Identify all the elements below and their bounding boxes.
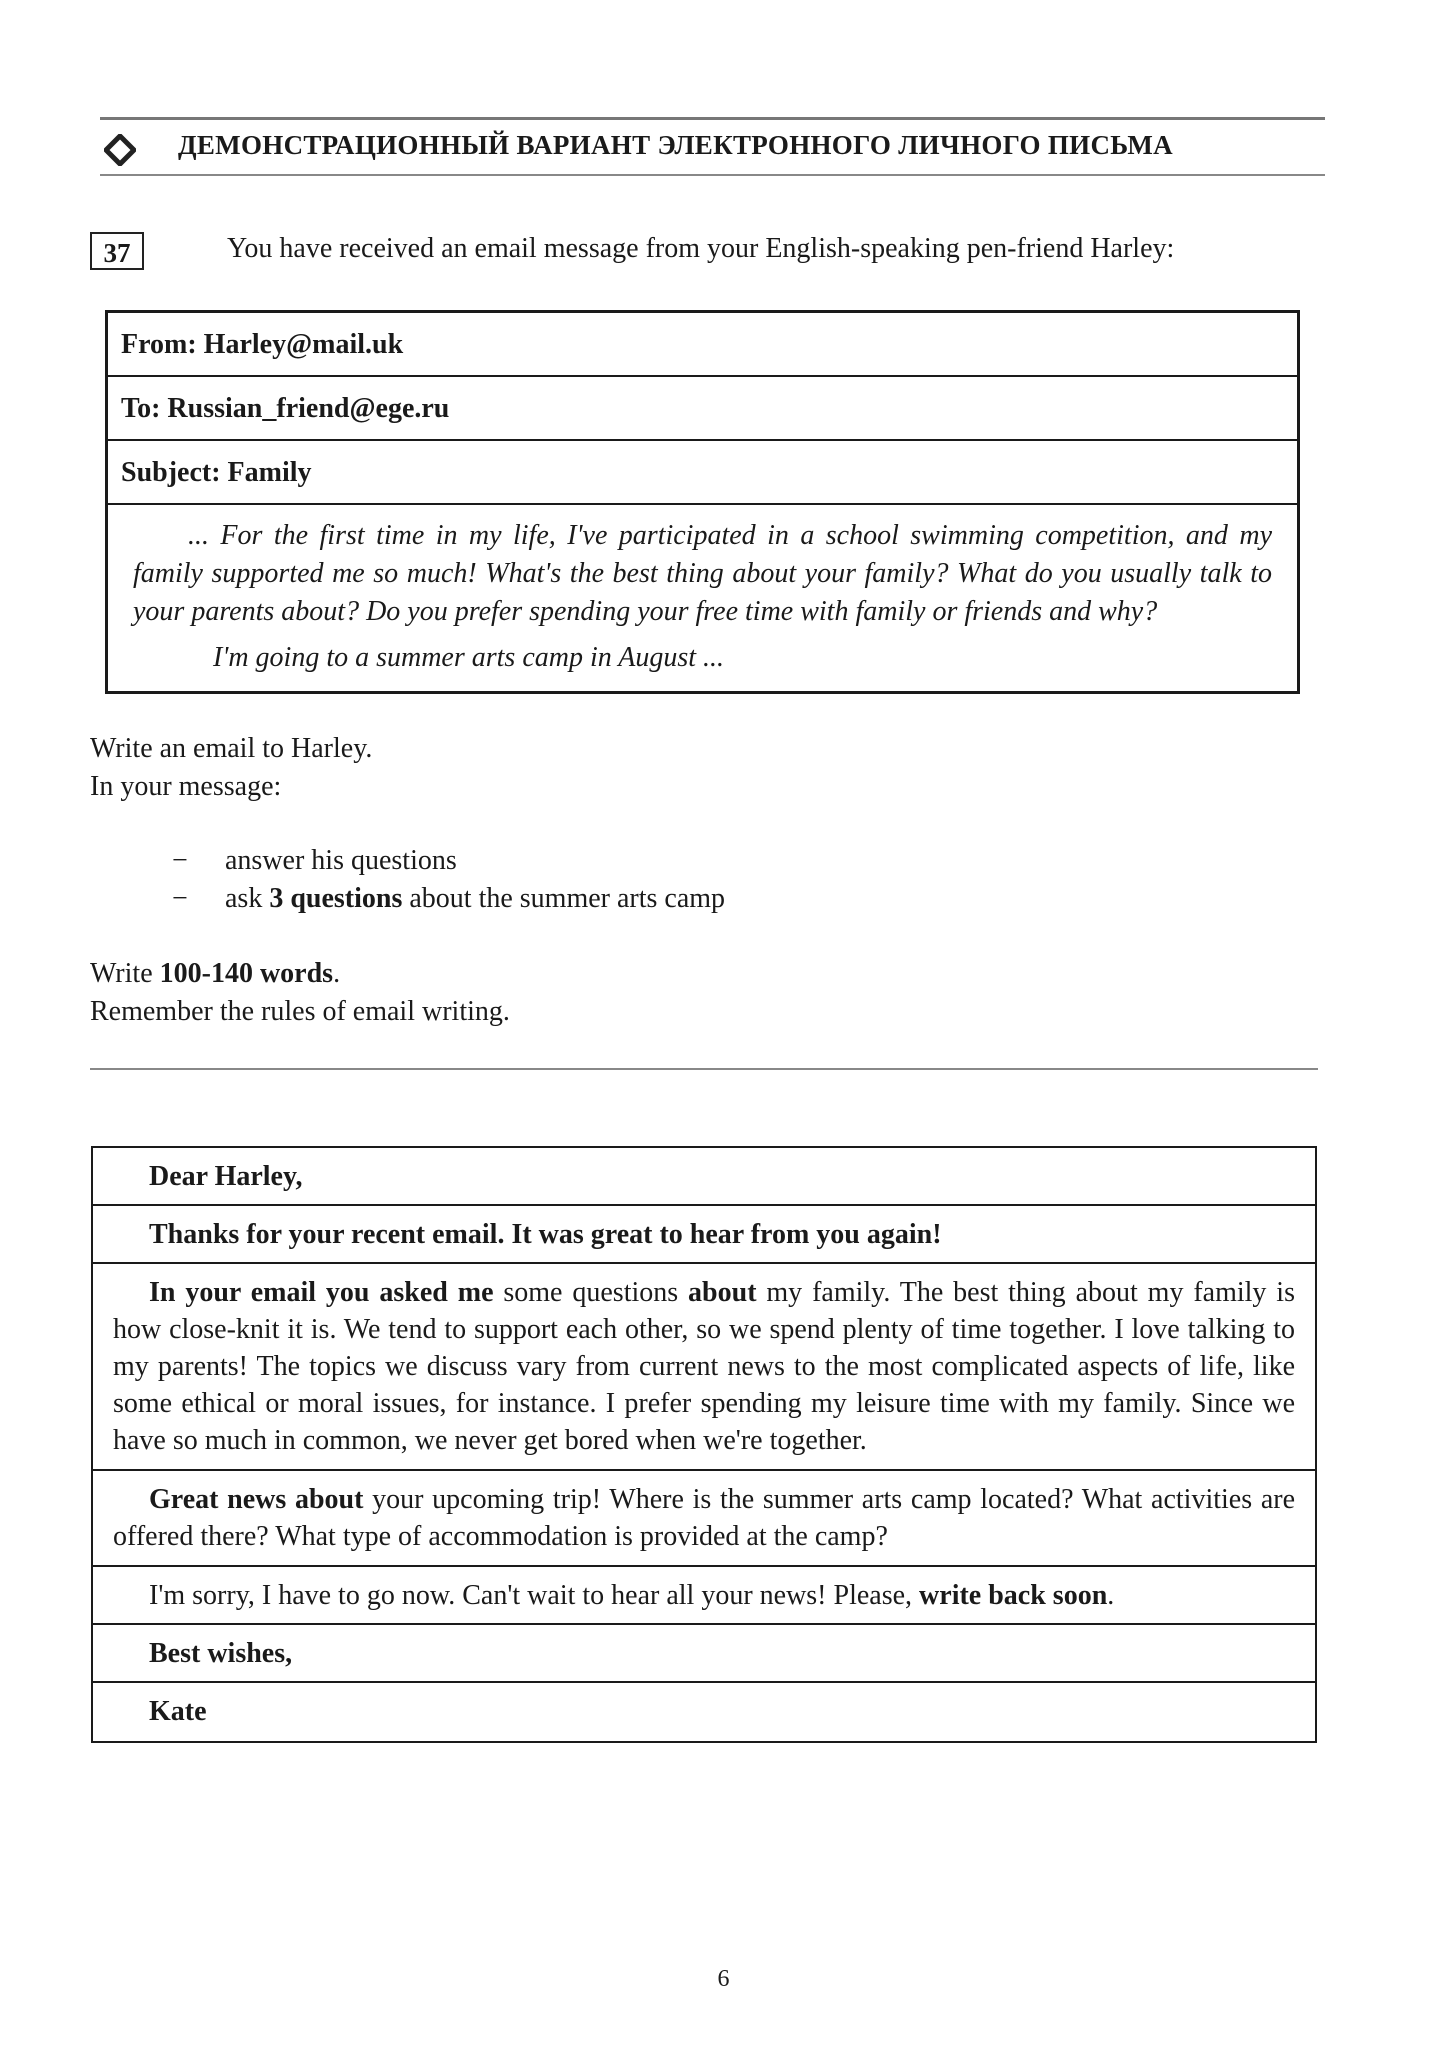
header-rule-bottom (100, 174, 1325, 176)
bullet-text: answer his questions (225, 845, 457, 876)
bullet-text: ask (225, 883, 270, 914)
word-count-bold: 100-140 words (159, 958, 334, 989)
dash-marker: − (172, 845, 188, 876)
closing-text: Best wishes, (149, 1638, 293, 1669)
answer-paragraph-camp (93, 1471, 1315, 1567)
instruction-in-message: In your message: (90, 771, 282, 802)
paragraph-bold: about (688, 1277, 757, 1308)
thanks-text: Thanks for your recent email. It was great to hear from you again! (149, 1219, 942, 1250)
word-count-text: . (333, 958, 341, 989)
instruction-bullet (172, 883, 725, 915)
paragraph-text: my family. The best thing about my family is how close-knit it is. We tend to support each other, so we spend plenty of time together. I love talking to my parents! The topics we discuss vary from current news to the most complicated aspects of life, like some ethical or moral issues, for instance. I prefer spending my leisure time with my family. Since we have so much in common, we never get bored when we're together. (113, 1277, 1295, 1456)
instruction-bullet (172, 845, 457, 877)
word-count-text: Write (90, 958, 160, 989)
email-subject-row: Subject: Family (108, 441, 1297, 505)
email-from-row: From: Harley@mail.uk (108, 313, 1297, 377)
paragraph-bold: In your email you asked me (149, 1277, 494, 1308)
signature-text: Kate (149, 1696, 207, 1727)
paragraph-text: your upcoming trip! Where is the summer arts camp located? What activities are offered there? What type of accommodation is provided at the camp? (113, 1484, 1295, 1552)
task-number-box: 37 (90, 232, 144, 270)
section-title: ДЕМОНСТРАЦИОННЫЙ ВАРИАНТ ЭЛЕКТРОННОГО ЛИЧНОГО ПИСЬМА (178, 130, 1173, 160)
answer-email-box (91, 1146, 1317, 1743)
section-separator (90, 1068, 1318, 1070)
greeting-text: Dear Harley, (149, 1161, 303, 1192)
email-body (108, 505, 1297, 691)
instruction-rules: Remember the rules of email writing. (90, 996, 510, 1027)
email-body-paragraph: ... For the first time in my life, I've participated in a school swimming competition, and my family supported me so much! What's the best thing about your family? What do you usually talk to your parents about? Do you prefer spending your free time with family or friends and why? (133, 520, 1272, 627)
answer-greeting-row (93, 1148, 1315, 1206)
header-rule-top (100, 117, 1325, 120)
instruction-write-email: Write an email to Harley. (90, 733, 373, 764)
answer-closing-row (93, 1625, 1315, 1683)
instruction-word-count (90, 958, 340, 990)
email-body-closing-line: I'm going to a summer arts camp in August ... (213, 642, 725, 673)
answer-thanks-row (93, 1206, 1315, 1264)
paragraph-text: . (1107, 1580, 1115, 1611)
bullet-text: about the summer arts camp (402, 883, 726, 914)
answer-signoff-row (93, 1567, 1315, 1625)
task-prompt: You have received an email message from your English-speaking pen-friend Harley: (227, 233, 1175, 264)
incoming-email-box (105, 310, 1300, 694)
paragraph-text: I'm sorry, I have to go now. Can't wait to hear all your news! Please, (149, 1580, 920, 1611)
diamond-outline-icon (104, 134, 136, 166)
email-to-row: To: Russian_friend@ege.ru (108, 377, 1297, 441)
page-number: 6 (717, 1966, 730, 1992)
paragraph-text: some questions (493, 1277, 689, 1308)
paragraph-bold: write back soon (919, 1580, 1108, 1611)
dash-marker: − (172, 883, 188, 914)
paragraph-bold: Great news about (149, 1484, 364, 1515)
answer-signature-row (93, 1683, 1315, 1741)
answer-paragraph-family (93, 1264, 1315, 1471)
bullet-text-bold: 3 questions (269, 883, 403, 914)
